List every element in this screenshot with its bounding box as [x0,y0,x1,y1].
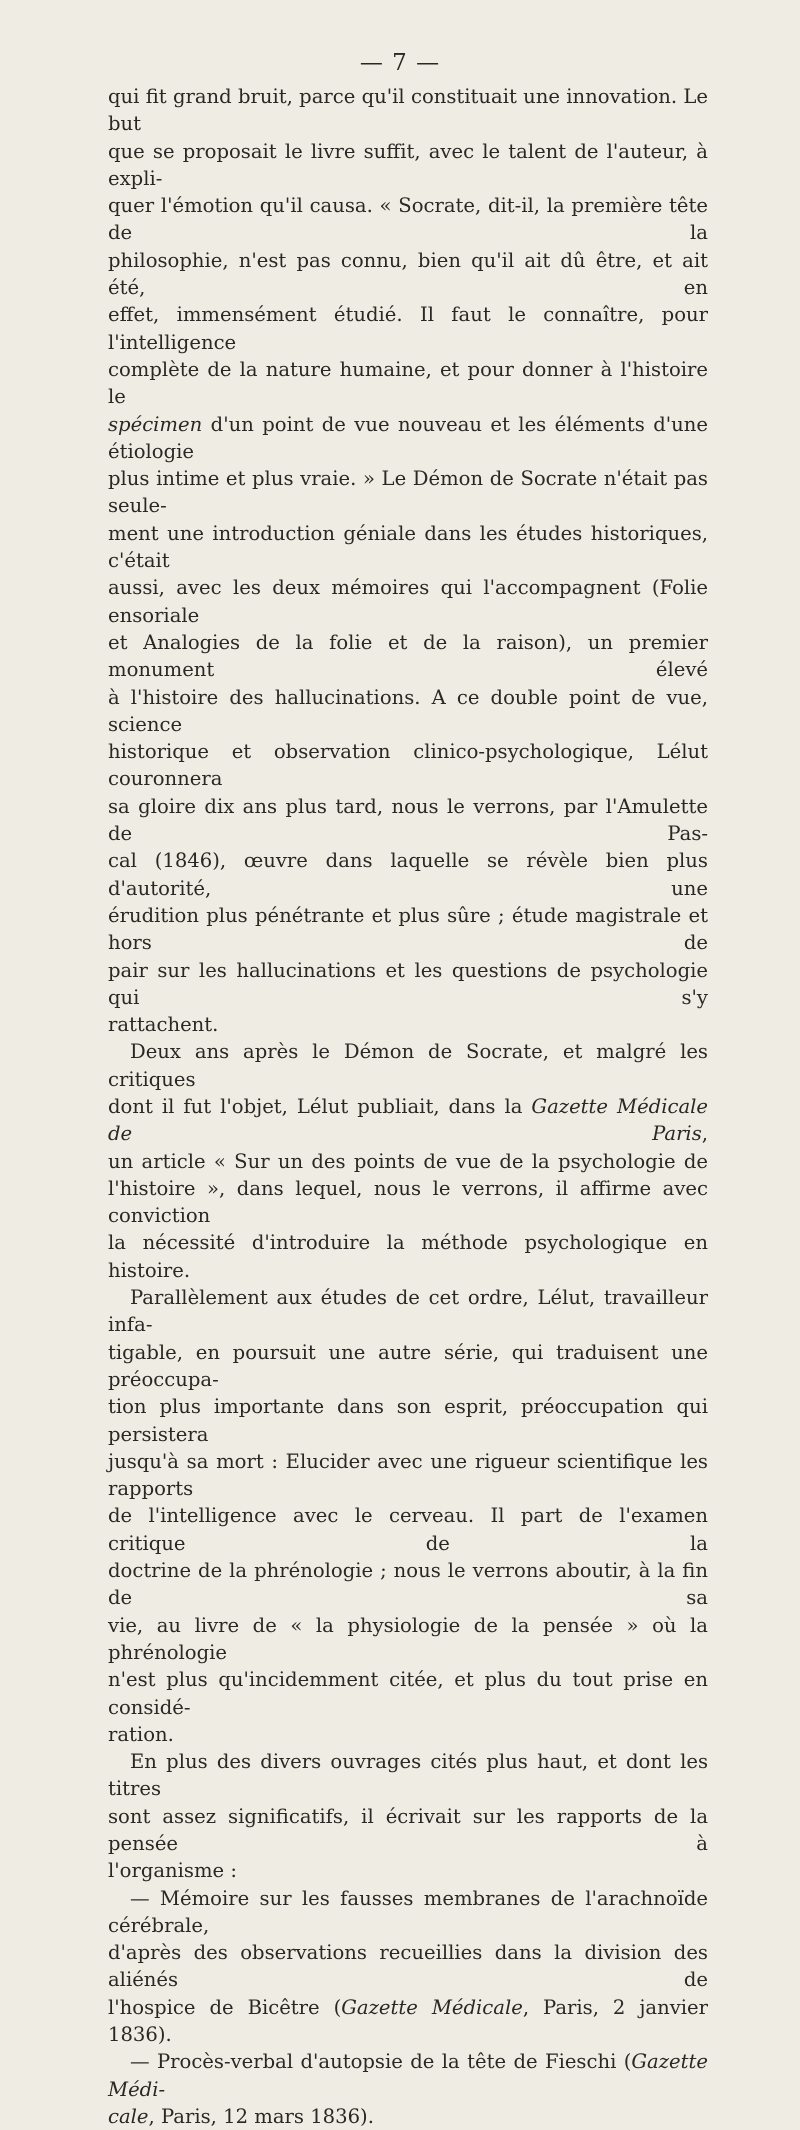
text-line: rattachent. [108,1013,219,1037]
text-line: doctrine de la phrénologie ; nous le verrons aboutir, à la fin de sa [108,1559,708,1610]
text-line: ment une introduction géniale dans les études historiques, c'était [108,521,708,573]
text-line: sa gloire dix ans plus tard, nous le verrons, par l'Amulette de Pas- [108,794,708,846]
text-line: dont il fut l'objet, Lélut publiait, dans la Gazette Médicale de Paris, [108,1094,709,1146]
text-line: En plus des divers ouvrages cités plus haut, et dont les titres [108,1750,708,1801]
text-line: historique et observation clinico-psychologique, Lélut couronnera [108,740,708,791]
body-text [108,83,708,2130]
text-line: Deux ans après le Démon de Socrate, et malgré les critiques [108,1040,708,1091]
text-line: d'après des observations recueillies dans la division des aliénés de [108,1941,708,1992]
text-line: un article « Sur un des points de vue de la psychologie de [108,1149,708,1173]
text-line: l'histoire », dans lequel, nous le verrons, il affirme avec conviction [108,1176,708,1228]
text-line: tigable, en poursuit une autre série, qui traduisent une préoccupa- [108,1340,708,1391]
text-line: cal (1846), œuvre dans laquelle se révèle bien plus d'autorité, une [108,849,708,900]
text-line: l'hospice de Bicêtre (Gazette Médicale, Paris, 2 janvier 1836). [108,1995,708,2047]
paragraph-4 [108,1748,708,1884]
text-line: spécimen d'un point de vue nouveau et les éléments d'une étiologie [108,412,708,463]
text-line: érudition plus pénétrante et plus sûre ; étude magistrale et hors de [108,903,708,955]
text-line: l'organisme : [108,1859,237,1883]
text-line: — Procès-verbal d'autopsie de la tête de Fieschi (Gazette Médi- [108,2050,708,2101]
text-line: et Analogies de la folie et de la raison), un premier monument élevé [108,630,708,682]
text-line: vie, au livre de « la physiologie de la pensée » où la phrénologie [108,1613,708,1664]
text-line: plus intime et plus vraie. » Le Démon de Socrate n'était pas seule- [108,467,708,518]
text-line: de l'intelligence avec le cerveau. Il part de l'examen critique de la [108,1504,708,1555]
text-line: philosophie, n'est pas connu, bien qu'il ait dû être, et ait été, en [108,248,708,300]
text-line: cale, Paris, 12 mars 1836). [108,2104,374,2128]
paragraph-6 [108,2048,708,2130]
text-line: complète de la nature humaine, et pour donner à l'histoire le [108,357,708,409]
paragraph-2 [108,1038,708,1284]
text-line: à l'histoire des hallucinations. A ce double point de vue, science [108,685,708,736]
text-line: aussi, avec les deux mémoires qui l'accompagnent (Folie ensoriale [108,576,708,627]
text-line: Parallèlement aux études de cet ordre, Lélut, travailleur infa- [108,1286,708,1337]
text-line: tion plus importante dans son esprit, préoccupation qui persistera [108,1395,708,1446]
text-line: que se proposait le livre suffit, avec le talent de l'auteur, à expli- [108,139,708,190]
text-line: effet, immensément étudié. Il faut le connaître, pour l'intelligence [108,303,708,354]
page-number: — 7 — [359,50,441,76]
text-line: — Mémoire sur les fausses membranes de l'arachnoïde cérébrale, [108,1886,708,1937]
text-line: pair sur les hallucinations et les questions de psychologie qui s'y [108,958,708,1009]
paragraph-1 [108,83,708,1038]
text-line: n'est plus qu'incidemment citée, et plus du tout prise en considé- [108,1668,708,1719]
paragraph-3 [108,1284,708,1748]
text-line: qui fit grand bruit, parce qu'il constituait une innovation. Le but [108,85,708,136]
text-line: quer l'émotion qu'il causa. « Socrate, dit-il, la première tête de la [108,194,708,245]
text-line: ration. [108,1722,174,1746]
text-line: sont assez significatifs, il écrivait sur les rapports de la pensée à [108,1804,708,1855]
text-line: la nécessité d'introduire la méthode psychologique en histoire. [108,1231,708,1282]
paragraph-5 [108,1885,708,2049]
text-line: jusqu'à sa mort : Elucider avec une rigueur scientifique les rapports [108,1449,708,1501]
